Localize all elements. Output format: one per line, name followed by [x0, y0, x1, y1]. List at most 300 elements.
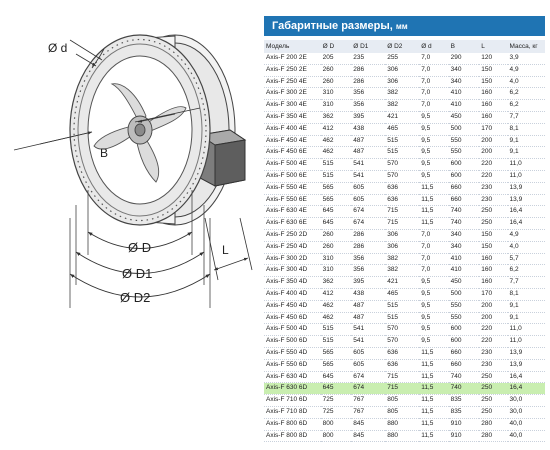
value-cell: 30,0	[508, 395, 545, 407]
value-cell: 7,7	[508, 277, 545, 289]
value-cell: 9,1	[508, 300, 545, 312]
value-cell: 16,4	[508, 206, 545, 218]
value-cell: 11,0	[508, 324, 545, 336]
value-cell: 9,5	[419, 111, 448, 123]
column-header: Модель	[264, 40, 321, 53]
value-cell: 541	[351, 159, 385, 171]
value-cell: 465	[385, 123, 419, 135]
value-cell: 487	[351, 312, 385, 324]
value-cell: 605	[351, 194, 385, 206]
value-cell: 250	[479, 406, 507, 418]
value-cell: 487	[351, 300, 385, 312]
value-cell: 11,5	[419, 347, 448, 359]
value-cell: 260	[321, 229, 352, 241]
value-cell: 800	[321, 430, 352, 442]
model-cell: Axis-F 630 6D	[264, 383, 321, 395]
value-cell: 880	[385, 430, 419, 442]
value-cell: 30,0	[508, 406, 545, 418]
value-cell: 515	[321, 170, 352, 182]
value-cell: 7,0	[419, 265, 448, 277]
table-row	[264, 347, 545, 359]
value-cell: 160	[479, 111, 507, 123]
value-cell: 200	[479, 135, 507, 147]
table-row	[264, 418, 545, 430]
value-cell: 412	[321, 123, 352, 135]
value-cell: 550	[449, 135, 480, 147]
table-row	[264, 277, 545, 289]
value-cell: 910	[449, 418, 480, 430]
value-cell: 660	[449, 359, 480, 371]
value-cell: 715	[385, 371, 419, 383]
value-cell: 220	[479, 159, 507, 171]
table-body	[264, 53, 545, 442]
value-cell: 280	[479, 418, 507, 430]
value-cell: 9,5	[419, 288, 448, 300]
table-row	[264, 229, 545, 241]
value-cell: 290	[449, 53, 480, 64]
value-cell: 636	[385, 347, 419, 359]
value-cell: 450	[449, 277, 480, 289]
value-cell: 286	[351, 76, 385, 88]
value-cell: 645	[321, 206, 352, 218]
value-cell: 421	[385, 111, 419, 123]
value-cell: 565	[321, 347, 352, 359]
value-cell: 16,4	[508, 383, 545, 395]
value-cell: 150	[479, 241, 507, 253]
value-cell: 410	[449, 265, 480, 277]
value-cell: 515	[321, 324, 352, 336]
table-row	[264, 53, 545, 64]
model-cell: Axis-F 350 4D	[264, 277, 321, 289]
value-cell: 250	[479, 371, 507, 383]
label-length: L	[222, 243, 229, 257]
value-cell: 9,5	[419, 123, 448, 135]
model-cell: Axis-F 450 6E	[264, 147, 321, 159]
column-header: Масса, кг	[508, 40, 545, 53]
model-cell: Axis-F 400 4E	[264, 123, 321, 135]
value-cell: 515	[385, 147, 419, 159]
value-cell: 286	[351, 241, 385, 253]
value-cell: 500	[449, 123, 480, 135]
table-row	[264, 383, 545, 395]
value-cell: 11,5	[419, 182, 448, 194]
fan-dimension-drawing	[0, 0, 262, 450]
value-cell: 120	[479, 53, 507, 64]
value-cell: 487	[351, 135, 385, 147]
value-cell: 9,5	[419, 324, 448, 336]
table-header-row	[264, 40, 545, 53]
value-cell: 382	[385, 265, 419, 277]
value-cell: 715	[385, 206, 419, 218]
panel-title-text: Габаритные размеры,	[272, 20, 393, 32]
value-cell: 740	[449, 218, 480, 230]
value-cell: 7,7	[508, 111, 545, 123]
value-cell: 11,0	[508, 159, 545, 171]
value-cell: 725	[321, 395, 352, 407]
value-cell: 660	[449, 347, 480, 359]
table-row	[264, 64, 545, 76]
value-cell: 910	[449, 430, 480, 442]
value-cell: 220	[479, 170, 507, 182]
table-row	[264, 170, 545, 182]
value-cell: 515	[385, 135, 419, 147]
model-cell: Axis-F 500 4E	[264, 159, 321, 171]
value-cell: 515	[321, 336, 352, 348]
value-cell: 541	[351, 324, 385, 336]
value-cell: 570	[385, 159, 419, 171]
value-cell: 6,2	[508, 265, 545, 277]
value-cell: 6,2	[508, 88, 545, 100]
value-cell: 306	[385, 229, 419, 241]
value-cell: 286	[351, 64, 385, 76]
value-cell: 11,0	[508, 336, 545, 348]
value-cell: 674	[351, 383, 385, 395]
value-cell: 11,5	[419, 194, 448, 206]
panel-title	[264, 16, 545, 36]
table-row	[264, 218, 545, 230]
value-cell: 674	[351, 371, 385, 383]
value-cell: 600	[449, 170, 480, 182]
table-row	[264, 253, 545, 265]
value-cell: 16,4	[508, 218, 545, 230]
value-cell: 200	[479, 300, 507, 312]
value-cell: 4,0	[508, 76, 545, 88]
value-cell: 340	[449, 241, 480, 253]
value-cell: 13,9	[508, 194, 545, 206]
value-cell: 306	[385, 76, 419, 88]
value-cell: 7,0	[419, 64, 448, 76]
value-cell: 160	[479, 265, 507, 277]
value-cell: 250	[479, 395, 507, 407]
value-cell: 725	[321, 406, 352, 418]
model-cell: Axis-F 450 4D	[264, 300, 321, 312]
value-cell: 600	[449, 159, 480, 171]
value-cell: 310	[321, 88, 352, 100]
value-cell: 40,0	[508, 418, 545, 430]
value-cell: 660	[449, 182, 480, 194]
value-cell: 230	[479, 182, 507, 194]
model-cell: Axis-F 450 6D	[264, 312, 321, 324]
value-cell: 515	[385, 312, 419, 324]
value-cell: 382	[385, 100, 419, 112]
value-cell: 740	[449, 206, 480, 218]
value-cell: 541	[351, 170, 385, 182]
value-cell: 250	[479, 383, 507, 395]
panel-title-unit: мм	[395, 22, 408, 31]
value-cell: 600	[449, 324, 480, 336]
value-cell: 462	[321, 135, 352, 147]
value-cell: 805	[385, 395, 419, 407]
value-cell: 421	[385, 277, 419, 289]
value-cell: 255	[385, 53, 419, 64]
value-cell: 845	[351, 418, 385, 430]
model-cell: Axis-F 300 4D	[264, 265, 321, 277]
value-cell: 7,0	[419, 53, 448, 64]
value-cell: 16,4	[508, 371, 545, 383]
value-cell: 11,5	[419, 418, 448, 430]
value-cell: 565	[321, 359, 352, 371]
model-cell: Axis-F 800 6D	[264, 418, 321, 430]
value-cell: 487	[351, 147, 385, 159]
value-cell: 570	[385, 170, 419, 182]
value-cell: 160	[479, 88, 507, 100]
value-cell: 280	[479, 430, 507, 442]
value-cell: 11,5	[419, 406, 448, 418]
value-cell: 462	[321, 147, 352, 159]
value-cell: 767	[351, 395, 385, 407]
value-cell: 150	[479, 76, 507, 88]
value-cell: 636	[385, 359, 419, 371]
value-cell: 565	[321, 194, 352, 206]
model-cell: Axis-F 450 4E	[264, 135, 321, 147]
value-cell: 230	[479, 347, 507, 359]
value-cell: 205	[321, 53, 352, 64]
value-cell: 13,9	[508, 182, 545, 194]
value-cell: 800	[321, 418, 352, 430]
value-cell: 356	[351, 253, 385, 265]
value-cell: 410	[449, 88, 480, 100]
value-cell: 11,5	[419, 395, 448, 407]
table-row	[264, 371, 545, 383]
value-cell: 674	[351, 206, 385, 218]
value-cell: 438	[351, 123, 385, 135]
value-cell: 260	[321, 241, 352, 253]
table-row	[264, 406, 545, 418]
value-cell: 9,5	[419, 277, 448, 289]
value-cell: 645	[321, 218, 352, 230]
table-row	[264, 430, 545, 442]
value-cell: 310	[321, 253, 352, 265]
value-cell: 9,5	[419, 147, 448, 159]
value-cell: 5,7	[508, 253, 545, 265]
value-cell: 880	[385, 418, 419, 430]
value-cell: 605	[351, 347, 385, 359]
value-cell: 362	[321, 277, 352, 289]
value-cell: 645	[321, 371, 352, 383]
table-row	[264, 265, 545, 277]
value-cell: 356	[351, 88, 385, 100]
value-cell: 382	[385, 88, 419, 100]
model-cell: Axis-F 250 4E	[264, 76, 321, 88]
table-row	[264, 182, 545, 194]
table-row	[264, 111, 545, 123]
model-cell: Axis-F 300 4E	[264, 100, 321, 112]
label-b: B	[100, 146, 109, 160]
model-cell: Axis-F 550 6D	[264, 359, 321, 371]
value-cell: 200	[479, 312, 507, 324]
table-row	[264, 395, 545, 407]
value-cell: 515	[321, 159, 352, 171]
value-cell: 11,5	[419, 218, 448, 230]
value-cell: 541	[351, 336, 385, 348]
value-cell: 200	[479, 147, 507, 159]
value-cell: 9,5	[419, 135, 448, 147]
model-cell: Axis-F 710 6D	[264, 395, 321, 407]
value-cell: 845	[351, 430, 385, 442]
model-cell: Axis-F 250 4D	[264, 241, 321, 253]
column-header: Ø d	[419, 40, 448, 53]
value-cell: 395	[351, 111, 385, 123]
value-cell: 7,0	[419, 100, 448, 112]
model-cell: Axis-F 500 4D	[264, 324, 321, 336]
value-cell: 150	[479, 229, 507, 241]
label-diameter-d2: Ø D2	[120, 290, 151, 305]
value-cell: 605	[351, 182, 385, 194]
value-cell: 11,0	[508, 170, 545, 182]
value-cell: 412	[321, 288, 352, 300]
table-row	[264, 123, 545, 135]
value-cell: 230	[479, 194, 507, 206]
table-row	[264, 135, 545, 147]
value-cell: 306	[385, 241, 419, 253]
value-cell: 362	[321, 111, 352, 123]
value-cell: 382	[385, 253, 419, 265]
value-cell: 740	[449, 371, 480, 383]
value-cell: 395	[351, 277, 385, 289]
value-cell: 250	[479, 206, 507, 218]
table-row	[264, 100, 545, 112]
value-cell: 11,5	[419, 383, 448, 395]
value-cell: 150	[479, 64, 507, 76]
value-cell: 286	[351, 229, 385, 241]
table-row	[264, 76, 545, 88]
value-cell: 8,1	[508, 123, 545, 135]
value-cell: 13,9	[508, 347, 545, 359]
model-cell: Axis-F 400 4D	[264, 288, 321, 300]
value-cell: 570	[385, 324, 419, 336]
table-row	[264, 206, 545, 218]
model-cell: Axis-F 500 6D	[264, 336, 321, 348]
value-cell: 550	[449, 312, 480, 324]
table-row	[264, 312, 545, 324]
model-cell: Axis-F 630 4D	[264, 371, 321, 383]
value-cell: 7,0	[419, 88, 448, 100]
model-cell: Axis-F 350 4E	[264, 111, 321, 123]
model-cell: Axis-F 500 6E	[264, 170, 321, 182]
value-cell: 310	[321, 265, 352, 277]
model-cell: Axis-F 550 6E	[264, 194, 321, 206]
value-cell: 310	[321, 100, 352, 112]
column-header: L	[479, 40, 507, 53]
model-cell: Axis-F 630 6E	[264, 218, 321, 230]
label-diameter-d: Ø D	[128, 240, 152, 255]
dimensions-table	[264, 40, 545, 442]
value-cell: 13,9	[508, 359, 545, 371]
value-cell: 306	[385, 64, 419, 76]
value-cell: 9,5	[419, 300, 448, 312]
model-cell: Axis-F 710 8D	[264, 406, 321, 418]
label-hole-diameter: Ø d	[48, 41, 68, 55]
value-cell: 356	[351, 265, 385, 277]
model-cell: Axis-F 250 2E	[264, 64, 321, 76]
value-cell: 438	[351, 288, 385, 300]
value-cell: 674	[351, 218, 385, 230]
value-cell: 835	[449, 406, 480, 418]
table-row	[264, 88, 545, 100]
value-cell: 462	[321, 300, 352, 312]
value-cell: 465	[385, 288, 419, 300]
table-row	[264, 159, 545, 171]
value-cell: 6,2	[508, 100, 545, 112]
column-header: B	[449, 40, 480, 53]
value-cell: 170	[479, 123, 507, 135]
dimensions-panel	[264, 16, 545, 442]
value-cell: 160	[479, 253, 507, 265]
value-cell: 500	[449, 288, 480, 300]
value-cell: 235	[351, 53, 385, 64]
value-cell: 462	[321, 312, 352, 324]
value-cell: 9,5	[419, 312, 448, 324]
value-cell: 515	[385, 300, 419, 312]
value-cell: 410	[449, 100, 480, 112]
column-header: Ø D2	[385, 40, 419, 53]
value-cell: 7,0	[419, 229, 448, 241]
model-cell: Axis-F 630 4E	[264, 206, 321, 218]
value-cell: 4,9	[508, 229, 545, 241]
value-cell: 636	[385, 194, 419, 206]
value-cell: 9,1	[508, 135, 545, 147]
value-cell: 160	[479, 100, 507, 112]
value-cell: 7,0	[419, 253, 448, 265]
value-cell: 8,1	[508, 288, 545, 300]
value-cell: 220	[479, 324, 507, 336]
value-cell: 40,0	[508, 430, 545, 442]
value-cell: 740	[449, 383, 480, 395]
value-cell: 660	[449, 194, 480, 206]
model-cell: Axis-F 200 2E	[264, 53, 321, 64]
model-cell: Axis-F 300 2D	[264, 253, 321, 265]
value-cell: 260	[321, 64, 352, 76]
column-header: Ø D1	[351, 40, 385, 53]
table-row	[264, 288, 545, 300]
table-row	[264, 336, 545, 348]
value-cell: 565	[321, 182, 352, 194]
model-cell: Axis-F 550 4E	[264, 182, 321, 194]
value-cell: 570	[385, 336, 419, 348]
value-cell: 805	[385, 406, 419, 418]
value-cell: 9,1	[508, 147, 545, 159]
value-cell: 600	[449, 336, 480, 348]
value-cell: 715	[385, 383, 419, 395]
value-cell: 250	[479, 218, 507, 230]
model-cell: Axis-F 800 8D	[264, 430, 321, 442]
value-cell: 7,0	[419, 76, 448, 88]
model-cell: Axis-F 250 2D	[264, 229, 321, 241]
table-row	[264, 324, 545, 336]
model-cell: Axis-F 550 4D	[264, 347, 321, 359]
value-cell: 7,0	[419, 241, 448, 253]
value-cell: 170	[479, 288, 507, 300]
value-cell: 9,1	[508, 312, 545, 324]
value-cell: 715	[385, 218, 419, 230]
label-diameter-d1: Ø D1	[122, 266, 153, 281]
table-row	[264, 194, 545, 206]
value-cell: 11,5	[419, 206, 448, 218]
table-row	[264, 359, 545, 371]
value-cell: 450	[449, 111, 480, 123]
value-cell: 3,9	[508, 53, 545, 64]
value-cell: 550	[449, 300, 480, 312]
value-cell: 230	[479, 359, 507, 371]
value-cell: 767	[351, 406, 385, 418]
value-cell: 260	[321, 76, 352, 88]
value-cell: 636	[385, 182, 419, 194]
column-header: Ø D	[321, 40, 352, 53]
table-row	[264, 300, 545, 312]
value-cell: 9,5	[419, 336, 448, 348]
value-cell: 605	[351, 359, 385, 371]
model-cell: Axis-F 300 2E	[264, 88, 321, 100]
